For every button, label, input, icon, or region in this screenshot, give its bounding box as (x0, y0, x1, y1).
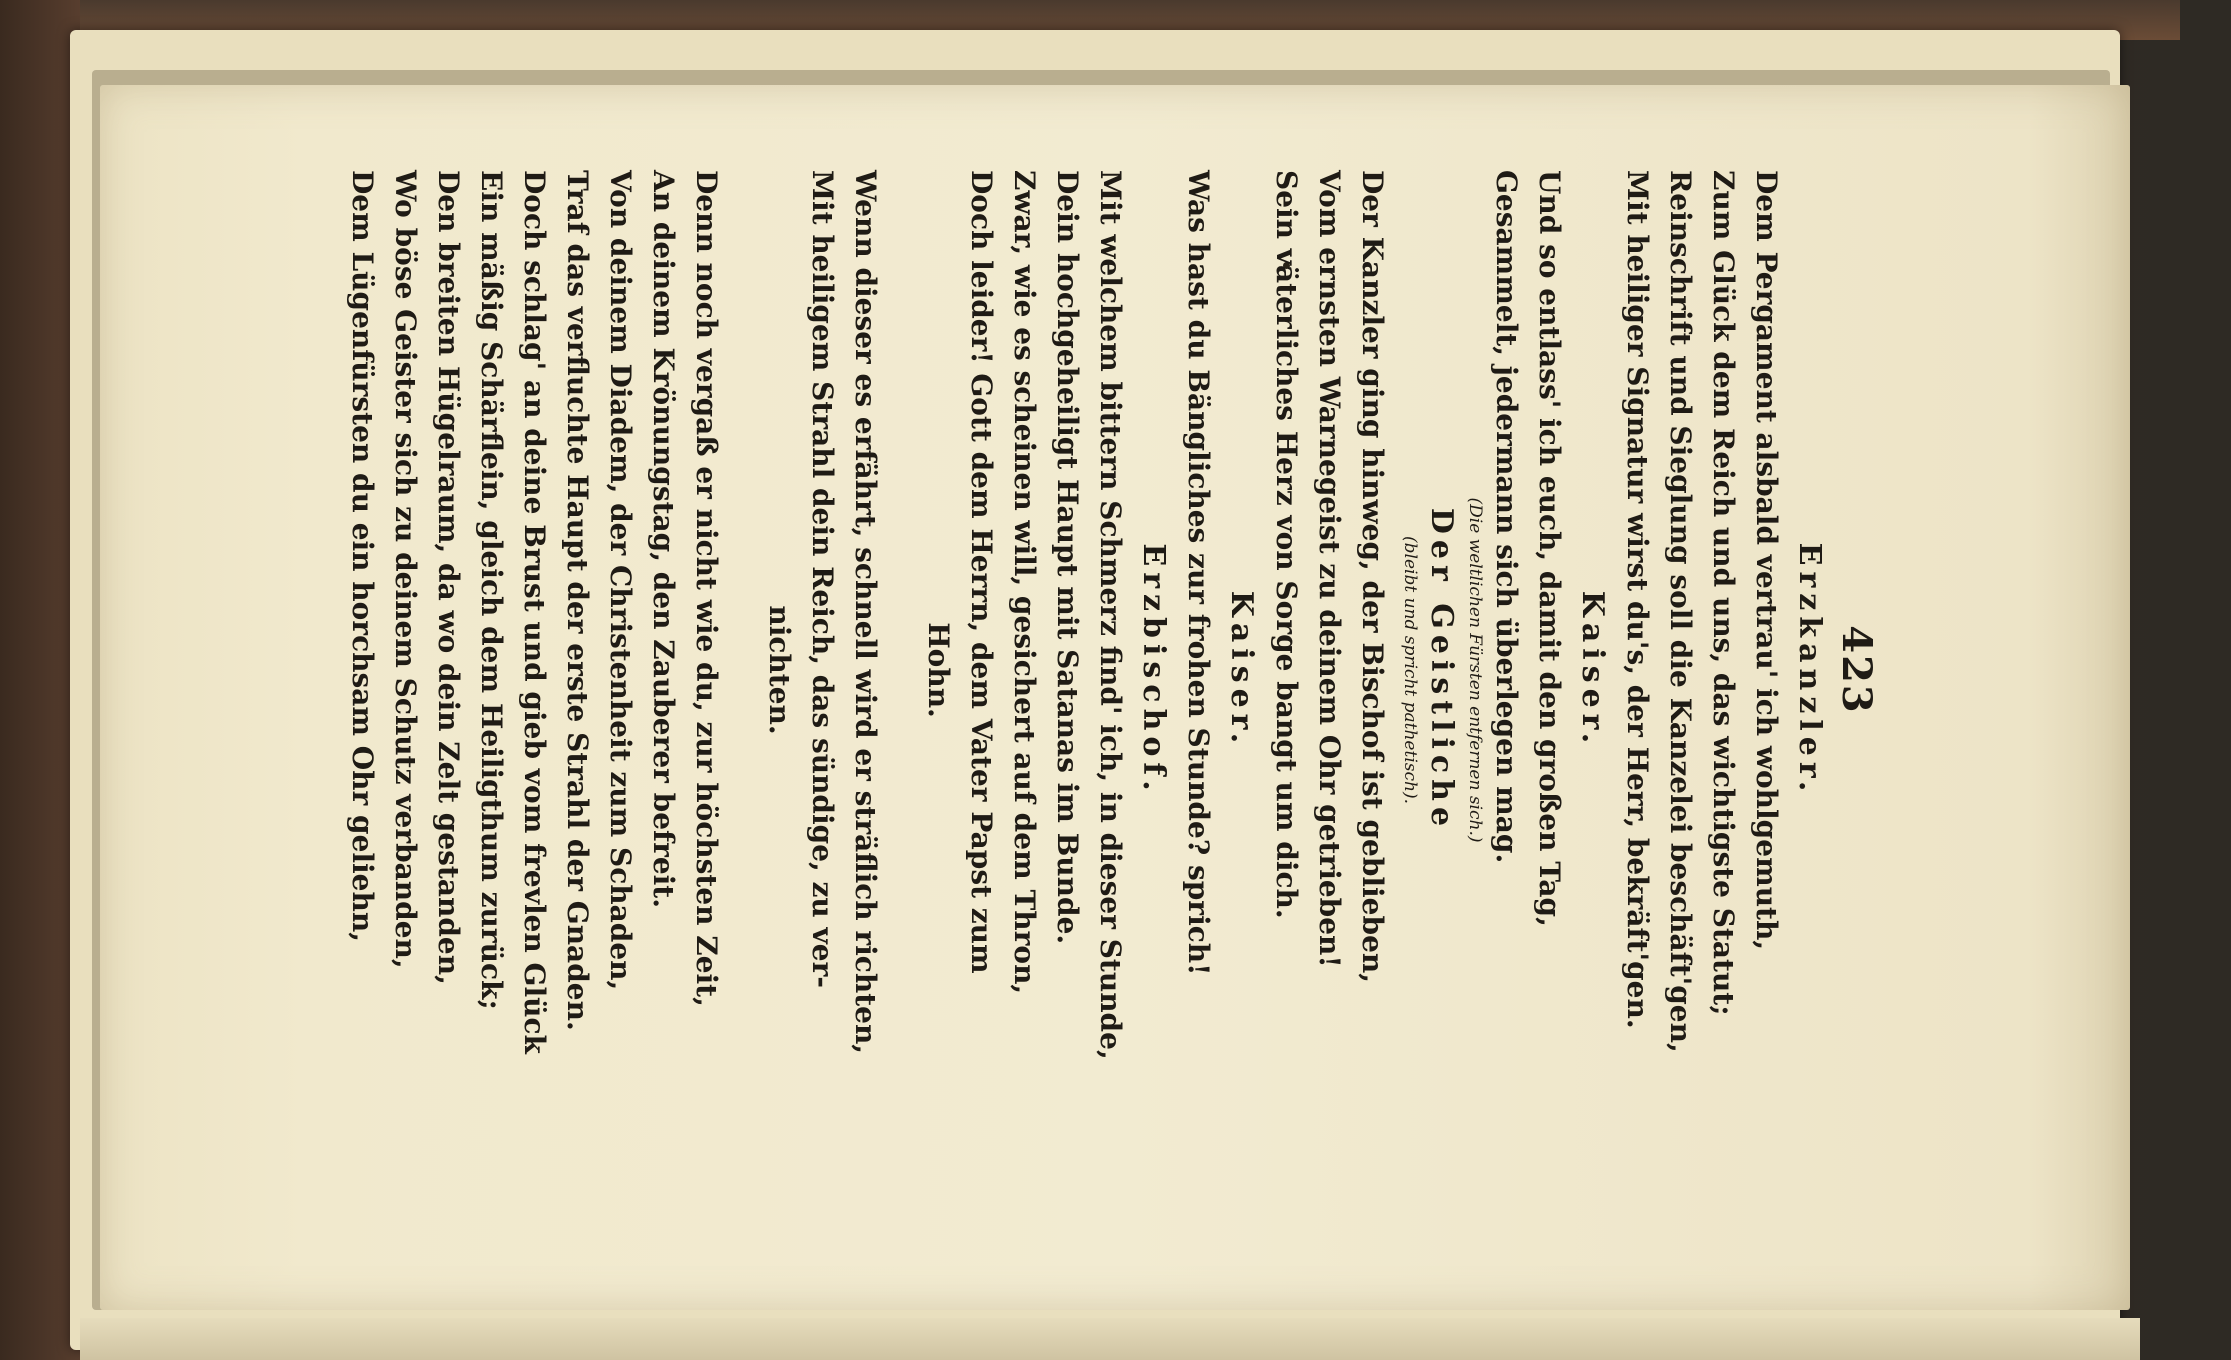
verse-line: Denn noch vergaß er nicht wie du, zur höchsten Zeit, (690, 170, 723, 1007)
verse-line: Der Kanzler ging hinweg, der Bischof ist geblieben, (1356, 170, 1389, 983)
verse-line: Sein väterliches Herz von Sorge bangt um dich. (1270, 170, 1303, 919)
verse-line: Wo böse Geister sich zu deinem Schutz verbanden, (389, 170, 422, 969)
speaker-erzbischof: Erzbischof. (1136, 543, 1171, 797)
stanza-gap (887, 170, 917, 1170)
verse-line: nichten. (763, 605, 796, 735)
verse-line: Reinschrift und Sieglung soll die Kanzelei beschäft'gen, (1664, 170, 1697, 1053)
page-number: 423 (1833, 625, 1880, 715)
speaker-kaiser: Kaiser. (1224, 590, 1259, 750)
verse-line: Wenn dieser es erfährt, schnell wird er sträflich richten, (849, 170, 882, 1055)
verse-line: Hohn. (922, 622, 955, 718)
verse-line: Doch leider! Gott dem Herrn, dem Vater Papst zum (965, 170, 998, 974)
page-text (341, 170, 1880, 1170)
verse-line: Dem Lügenfürsten du ein horchsam Ohr geliehn, (346, 170, 379, 942)
speaker-kaiser: Kaiser. (1575, 590, 1610, 750)
page-bottom-edge (80, 1318, 2140, 1360)
verse-line: Doch schlag' an deine Brust und gieb vom frevlen Glück (518, 170, 551, 1054)
verse-line: Dein hochgeheiligt Haupt mit Satanas im Bunde. (1051, 170, 1084, 945)
verse-line: Zwar, wie es scheinen will, gesichert auf dem Thron, (1008, 170, 1041, 995)
verse-line: Von deinem Diadem, der Christenheit zum Schaden, (604, 170, 637, 991)
speaker-der-geistliche: Der Geistliche (1424, 507, 1459, 833)
verse-line: An deinem Krönungstag, den Zauberer befreit. (647, 170, 680, 908)
verse-line: Mit heiligem Strahl dein Reich, das sündige, zu ver- (806, 170, 839, 988)
stage-direction: (bleibt und spricht pathetisch). (1400, 536, 1420, 804)
verse-line: Mit heiliger Signatur wirst du's, der Herr, bekräft'gen. (1621, 170, 1654, 1029)
verse-line: Und so entlass' ich euch, damit den großen Tag, (1533, 170, 1566, 927)
verse-line: Zum Glück dem Reich und uns, das wichtigste Statut; (1707, 170, 1740, 1016)
verse-line: Vom ernsten Warnegeist zu deinem Ohr getrieben! (1313, 170, 1346, 968)
stage-direction: (Die weltlichen Fürsten entfernen sich.) (1465, 497, 1485, 843)
verse-line: Was hast du Bängliches zur frohen Stunde? sprich! (1182, 170, 1215, 976)
verse-line: Gesammelt, jedermann sich überlegen mag. (1490, 170, 1523, 864)
verse-line: Den breiten Hügelraum, da wo dein Zelt gestanden, (432, 170, 465, 985)
verse-line: Mit welchem bittern Schmerz find' ich, in dieser Stunde, (1094, 170, 1127, 1060)
speaker-erzkanzler: Erzkanzler. (1792, 542, 1827, 798)
verse-line: Ein mäßig Schärflein, gleich dem Heiligthum zurück; (475, 170, 508, 1010)
verse-line: Dem Pergament alsbald vertrau' ich wohlgemuth, (1750, 170, 1783, 951)
verse-line: Traf das verfluchte Haupt der erste Strahl der Gnaden. (561, 170, 594, 1031)
stanza-gap (728, 170, 758, 1170)
